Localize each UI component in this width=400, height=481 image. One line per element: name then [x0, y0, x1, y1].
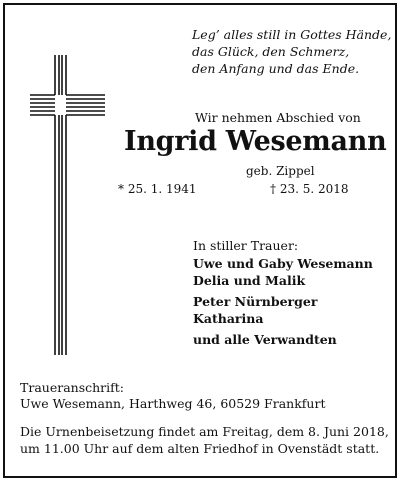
mourners-list	[193, 256, 373, 349]
notice-line: um 11.00 Uhr auf dem alten Friedhof in Ovenstädt statt.	[20, 441, 380, 456]
mourner: und alle Verwandten	[193, 332, 337, 347]
address-label: Traueranschrift:	[20, 380, 124, 395]
birth-date: * 25. 1. 1941	[118, 182, 197, 196]
mourner: Katharina	[193, 310, 264, 326]
verse	[192, 26, 391, 77]
mourner: Delia und Malik	[193, 272, 306, 288]
death-date: † 23. 5. 2018	[270, 182, 349, 196]
farewell-text: Wir nehmen Abschied von	[195, 110, 361, 125]
maiden-name: geb. Zippel	[246, 164, 315, 178]
notice-line: Die Urnenbeisetzung findet am Freitag, dem 8. Juni 2018,	[20, 424, 389, 439]
verse-line: Leg’ alles still in Gottes Hände,	[192, 27, 392, 42]
cross-icon	[30, 55, 120, 369]
verse-line: den Anfang und das Ende.	[192, 61, 360, 76]
mourner: Uwe und Gaby Wesemann	[193, 256, 373, 271]
address: Uwe Wesemann, Harthweg 46, 60529 Frankfurt	[20, 396, 326, 411]
mourning-label: In stiller Trauer:	[193, 238, 299, 253]
verse-line: das Glück, den Schmerz,	[192, 44, 350, 59]
burial-notice	[20, 423, 389, 457]
mourner: Peter Nürnberger	[193, 294, 318, 309]
deceased-name: Ingrid Wesemann	[124, 126, 387, 157]
